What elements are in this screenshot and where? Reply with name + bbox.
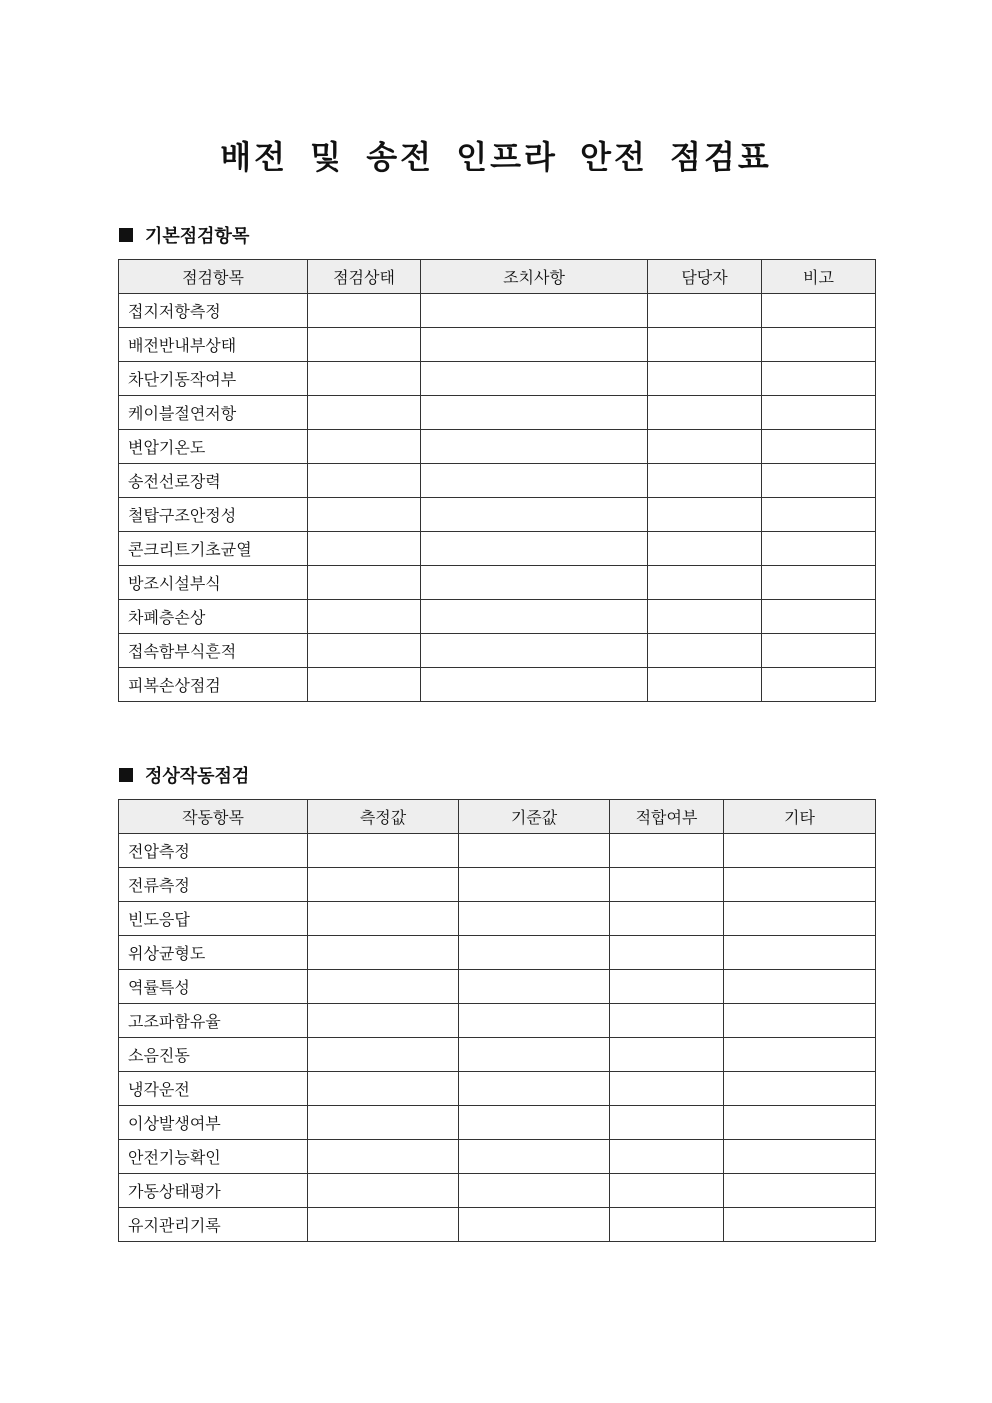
section-heading-text: 정상작동점검	[145, 766, 250, 787]
table-row	[119, 600, 876, 634]
table-row	[119, 1038, 876, 1072]
item-label: 차폐층손상	[119, 600, 308, 634]
entry-cell[interactable]	[308, 1106, 459, 1140]
entry-cell[interactable]	[610, 1174, 724, 1208]
entry-cell[interactable]	[421, 430, 648, 464]
entry-cell[interactable]	[610, 1038, 724, 1072]
item-label: 소음진동	[119, 1038, 308, 1072]
entry-cell[interactable]	[610, 868, 724, 902]
table-row	[119, 328, 876, 362]
entry-cell[interactable]	[648, 430, 762, 464]
entry-cell[interactable]	[648, 396, 762, 430]
entry-cell[interactable]	[648, 498, 762, 532]
entry-cell[interactable]	[610, 936, 724, 970]
item-label: 차단기동작여부	[119, 362, 308, 396]
table-row	[119, 294, 876, 328]
entry-cell[interactable]	[308, 464, 421, 498]
table-row	[119, 668, 876, 702]
entry-cell[interactable]	[421, 668, 648, 702]
item-label: 송전선로장력	[119, 464, 308, 498]
square-bullet-icon	[119, 228, 133, 242]
entry-cell[interactable]	[648, 464, 762, 498]
column-header: 점검상태	[308, 260, 421, 294]
entry-cell[interactable]	[762, 634, 876, 668]
entry-cell[interactable]	[648, 328, 762, 362]
item-label: 역률특성	[119, 970, 308, 1004]
item-label: 냉각운전	[119, 1072, 308, 1106]
entry-cell[interactable]	[459, 936, 610, 970]
entry-cell[interactable]	[724, 834, 876, 868]
column-header: 측정값	[308, 800, 459, 834]
entry-cell[interactable]	[308, 1208, 459, 1242]
entry-cell[interactable]	[421, 634, 648, 668]
item-label: 접속함부식흔적	[119, 634, 308, 668]
item-label: 이상발생여부	[119, 1106, 308, 1140]
entry-cell[interactable]	[610, 834, 724, 868]
table-row	[119, 970, 876, 1004]
table-row	[119, 566, 876, 600]
entry-cell[interactable]	[724, 936, 876, 970]
entry-cell[interactable]	[308, 868, 459, 902]
entry-cell[interactable]	[308, 362, 421, 396]
entry-cell[interactable]	[610, 1140, 724, 1174]
entry-cell[interactable]	[762, 668, 876, 702]
column-header: 적합여부	[610, 800, 724, 834]
item-label: 위상균형도	[119, 936, 308, 970]
page-title: 배전 및 송전 인프라 안전 점검표	[220, 138, 772, 176]
section-heading-normal-operation	[119, 762, 249, 788]
entry-cell[interactable]	[610, 970, 724, 1004]
entry-cell[interactable]	[459, 1140, 610, 1174]
entry-cell[interactable]	[308, 1174, 459, 1208]
entry-cell[interactable]	[421, 396, 648, 430]
entry-cell[interactable]	[459, 1106, 610, 1140]
column-header: 담당자	[648, 260, 762, 294]
table-row	[119, 396, 876, 430]
column-header: 비고	[762, 260, 876, 294]
entry-cell[interactable]	[610, 902, 724, 936]
entry-cell[interactable]	[648, 532, 762, 566]
column-header: 기준값	[459, 800, 610, 834]
entry-cell[interactable]	[308, 1038, 459, 1072]
entry-cell[interactable]	[308, 834, 459, 868]
entry-cell[interactable]	[724, 1072, 876, 1106]
entry-cell[interactable]	[308, 396, 421, 430]
entry-cell[interactable]	[724, 1140, 876, 1174]
item-label: 가동상태평가	[119, 1174, 308, 1208]
column-header: 점검항목	[119, 260, 308, 294]
entry-cell[interactable]	[724, 902, 876, 936]
table-header-row	[119, 260, 876, 294]
entry-cell[interactable]	[421, 600, 648, 634]
item-label: 안전기능확인	[119, 1140, 308, 1174]
entry-cell[interactable]	[610, 1106, 724, 1140]
entry-cell[interactable]	[308, 668, 421, 702]
entry-cell[interactable]	[648, 362, 762, 396]
entry-cell[interactable]	[459, 970, 610, 1004]
table-row	[119, 1208, 876, 1242]
table-row	[119, 834, 876, 868]
entry-cell[interactable]	[724, 970, 876, 1004]
entry-cell[interactable]	[421, 498, 648, 532]
table-row	[119, 1004, 876, 1038]
entry-cell[interactable]	[421, 464, 648, 498]
entry-cell[interactable]	[421, 566, 648, 600]
entry-cell[interactable]	[459, 902, 610, 936]
table-row	[119, 936, 876, 970]
entry-cell[interactable]	[308, 532, 421, 566]
table-row	[119, 902, 876, 936]
entry-cell[interactable]	[459, 1004, 610, 1038]
entry-cell[interactable]	[610, 1004, 724, 1038]
entry-cell[interactable]	[308, 294, 421, 328]
item-label: 철탑구조안정성	[119, 498, 308, 532]
entry-cell[interactable]	[610, 1072, 724, 1106]
table-row	[119, 1140, 876, 1174]
item-label: 고조파함유율	[119, 1004, 308, 1038]
table-row	[119, 1106, 876, 1140]
entry-cell[interactable]	[724, 868, 876, 902]
entry-cell[interactable]	[724, 1038, 876, 1072]
table-row	[119, 532, 876, 566]
entry-cell[interactable]	[724, 1004, 876, 1038]
normal-operation-table	[118, 799, 876, 1242]
item-label: 케이블절연저항	[119, 396, 308, 430]
entry-cell[interactable]	[308, 1140, 459, 1174]
entry-cell[interactable]	[459, 1174, 610, 1208]
entry-cell[interactable]	[610, 1208, 724, 1242]
item-label: 변압기온도	[119, 430, 308, 464]
basic-inspection-rows	[119, 294, 876, 702]
entry-cell[interactable]	[762, 498, 876, 532]
square-bullet-icon	[119, 768, 133, 782]
item-label: 방조시설부식	[119, 566, 308, 600]
table-header-row	[119, 800, 876, 834]
entry-cell[interactable]	[724, 1174, 876, 1208]
entry-cell[interactable]	[459, 834, 610, 868]
entry-cell[interactable]	[648, 294, 762, 328]
table-row	[119, 868, 876, 902]
table-row	[119, 498, 876, 532]
entry-cell[interactable]	[762, 464, 876, 498]
entry-cell[interactable]	[762, 328, 876, 362]
entry-cell[interactable]	[421, 532, 648, 566]
item-label: 전류측정	[119, 868, 308, 902]
entry-cell[interactable]	[421, 328, 648, 362]
section-heading-basic-inspection	[119, 222, 249, 248]
entry-cell[interactable]	[648, 668, 762, 702]
entry-cell[interactable]	[421, 362, 648, 396]
entry-cell[interactable]	[762, 294, 876, 328]
table-row	[119, 430, 876, 464]
item-label: 피복손상점검	[119, 668, 308, 702]
column-header: 작동항목	[119, 800, 308, 834]
entry-cell[interactable]	[724, 1208, 876, 1242]
entry-cell[interactable]	[308, 1004, 459, 1038]
entry-cell[interactable]	[308, 1072, 459, 1106]
table-row	[119, 362, 876, 396]
entry-cell[interactable]	[459, 868, 610, 902]
item-label: 빈도응답	[119, 902, 308, 936]
entry-cell[interactable]	[308, 430, 421, 464]
item-label: 콘크리트기초균열	[119, 532, 308, 566]
entry-cell[interactable]	[724, 1106, 876, 1140]
entry-cell[interactable]	[459, 1072, 610, 1106]
normal-operation-rows	[119, 834, 876, 1242]
item-label: 배전반내부상태	[119, 328, 308, 362]
entry-cell[interactable]	[648, 634, 762, 668]
entry-cell[interactable]	[459, 1208, 610, 1242]
column-header: 기타	[724, 800, 876, 834]
basic-inspection-table	[118, 259, 876, 702]
entry-cell[interactable]	[762, 532, 876, 566]
entry-cell[interactable]	[308, 498, 421, 532]
entry-cell[interactable]	[308, 936, 459, 970]
table-row	[119, 634, 876, 668]
table-row	[119, 1174, 876, 1208]
entry-cell[interactable]	[308, 634, 421, 668]
entry-cell[interactable]	[762, 362, 876, 396]
entry-cell[interactable]	[459, 1038, 610, 1072]
column-header: 조치사항	[421, 260, 648, 294]
entry-cell[interactable]	[762, 600, 876, 634]
item-label: 전압측정	[119, 834, 308, 868]
section-heading-text: 기본점검항목	[145, 226, 250, 247]
entry-cell[interactable]	[648, 600, 762, 634]
entry-cell[interactable]	[762, 430, 876, 464]
item-label: 접지저항측정	[119, 294, 308, 328]
entry-cell[interactable]	[421, 294, 648, 328]
entry-cell[interactable]	[308, 600, 421, 634]
entry-cell[interactable]	[762, 566, 876, 600]
table-row	[119, 1072, 876, 1106]
table-row	[119, 464, 876, 498]
entry-cell[interactable]	[308, 566, 421, 600]
entry-cell[interactable]	[762, 396, 876, 430]
entry-cell[interactable]	[308, 970, 459, 1004]
entry-cell[interactable]	[308, 328, 421, 362]
item-label: 유지관리기록	[119, 1208, 308, 1242]
entry-cell[interactable]	[648, 566, 762, 600]
entry-cell[interactable]	[308, 902, 459, 936]
